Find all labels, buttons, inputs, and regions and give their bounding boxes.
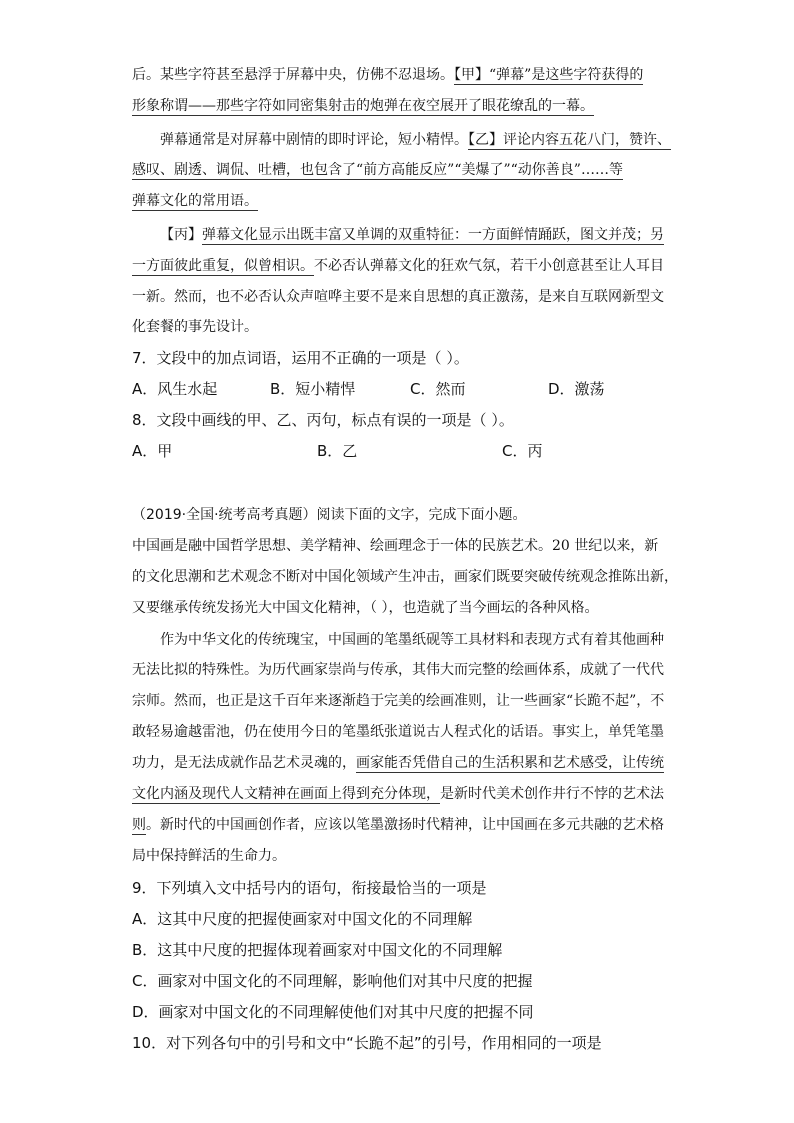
question-source-heading: （2019·全国·统考高考真题）阅读下面的文字，完成下面小题。	[132, 507, 527, 523]
question-8-option-a[interactable]: A．甲	[132, 442, 173, 460]
underlined-sentence-yi-end: 弹幕文化的常用语。	[132, 193, 258, 209]
passage2-line-11: 局中保持鲜活的生命力。	[132, 848, 286, 864]
question-7-stem: 7．文段中的加点词语，运用不正确的一项是（ ）。	[132, 349, 469, 367]
passage1-line-3	[160, 130, 671, 150]
passage1-line-2	[132, 96, 594, 116]
question-7-option-d[interactable]: D．激荡	[548, 380, 605, 398]
question-7-option-b[interactable]: B．短小精悍	[270, 380, 356, 398]
passage2-line-2: 的文化思潮和艺术观念不断对中国化领域产生冲击，画家们既要突破传统观念推陈出新，	[132, 569, 678, 585]
passage2-line-5: 无法比拟的特殊性。为历代画家崇尚与传承，其伟大而完整的绘画体系，成就了一代代	[132, 662, 664, 678]
question-8-stem: 8．文段中画线的甲、乙、丙句，标点有误的一项是（ ）。	[132, 411, 514, 429]
passage1-text: 后。某些字符甚至悬浮于屏幕中央，仿佛不忍退场。	[132, 67, 454, 83]
passage1-line-5	[132, 191, 258, 211]
passage2-line-6: 宗师。然而，也正是这千百年来逐渐趋于完美的绘画准则，让一些画家“长跪不起”，不	[132, 693, 665, 709]
underlined-sentence-cont: 文化内涵及现代人文精神在画面上得到充分体现，	[132, 786, 440, 802]
question-9-stem: 9．下列填入文中括号内的语句，衔接最恰当的一项是	[132, 879, 487, 897]
question-10-stem: 10．对下列各句中的引号和文中“长跪不起”的引号，作用相同的一项是	[132, 1034, 602, 1052]
underlined-sentence-jia-cont: 形象称谓——那些字符如同密集射击的炮弹在夜空展开了眼花缭乱的一幕。	[132, 98, 594, 114]
underlined-sentence-bing: 弹幕文化显示出既丰富又单调的双重特征：一方面鲜情踊跃，图文并茂；另	[202, 227, 664, 243]
question-9-option-c[interactable]: C．画家对中国文化的不同理解，影响他们对其中尺度的把握	[132, 972, 533, 990]
bracket-label-bing: 【丙】	[160, 227, 202, 243]
passage2-line-1: 中国画是融中国哲学思想、美学精神、绘画理念于一体的民族艺术。20 世纪以来，新	[132, 538, 659, 554]
question-8-option-c[interactable]: C．丙	[502, 442, 543, 460]
passage2-line-7: 敢轻易逾越雷池，仍在使用今日的笔墨纸张道说古人程式化的话语。事实上，单凭笔墨	[132, 724, 664, 740]
passage2-text: 。新时代的中国画创作者，应该以笔墨激扬时代精神，让中国画在多元共融的艺术格	[146, 817, 664, 833]
passage2-line-3: 又要继承传统发扬光大中国文化精神，（ ），也造就了当今画坛的各种风格。	[132, 600, 599, 616]
question-9-option-b[interactable]: B．这其中尺度的把握体现着画家对中国文化的不同理解	[132, 941, 503, 959]
question-8-option-b[interactable]: B．乙	[317, 442, 358, 460]
passage2-text: 功力，是无法成就作品艺术灵魂的，	[132, 755, 356, 771]
question-9-option-a[interactable]: A．这其中尺度的把握使画家对中国文化的不同理解	[132, 910, 473, 928]
underlined-sentence-yi: 【乙】评论内容五花八门，赞许、	[468, 132, 671, 148]
passage2-line-4: 作为中华文化的传统瑰宝，中国画的笔墨纸砚等工具材料和表现方式有着其他画种	[160, 632, 664, 648]
underlined-sentence: 画家能否凭借自己的生活积累和艺术感受，让传统	[356, 755, 664, 771]
passage1-text: 不必否认弹幕文化的狂欢气氛，若干小创意甚至让人耳目	[314, 258, 664, 274]
passage1-text: 弹幕通常是对屏幕中剧情的即时评论，短小精悍。	[160, 132, 468, 148]
passage2-line-8	[132, 753, 664, 773]
question-9-option-d[interactable]: D．画家对中国文化的不同理解使他们对其中尺度的把握不同	[132, 1003, 534, 1021]
underlined-sentence-jia: 【甲】“弹幕”是这些字符获得的	[454, 67, 644, 83]
underlined-sentence-yi-cont: 感叹、剧透、调侃、吐槽，也包含了“前方高能反应”“美爆了”“动你善良”……等	[132, 162, 623, 178]
passage1-line-6	[160, 225, 664, 245]
passage1-line-7	[132, 256, 664, 276]
underlined-sentence-bing-end: 一方面彼此重复，似曾相识。	[132, 258, 314, 274]
underlined-sentence-end: 则	[132, 817, 146, 833]
passage1-line-8: 一新。然而，也不必否认众声喧哗主要不是来自思想的真正激荡，是来自互联网新型文	[132, 289, 664, 305]
passage2-line-9	[132, 784, 664, 804]
question-7-option-c[interactable]: C．然而	[410, 380, 466, 398]
question-7-option-a[interactable]: A．风生水起	[132, 380, 218, 398]
passage1-line-1	[132, 65, 643, 85]
passage1-line-9: 化套餐的事先设计。	[132, 319, 258, 335]
passage2-line-10	[132, 815, 664, 835]
passage1-line-4	[132, 160, 623, 180]
passage2-text: 是新时代美术创作井行不悖的艺术法	[440, 786, 664, 802]
